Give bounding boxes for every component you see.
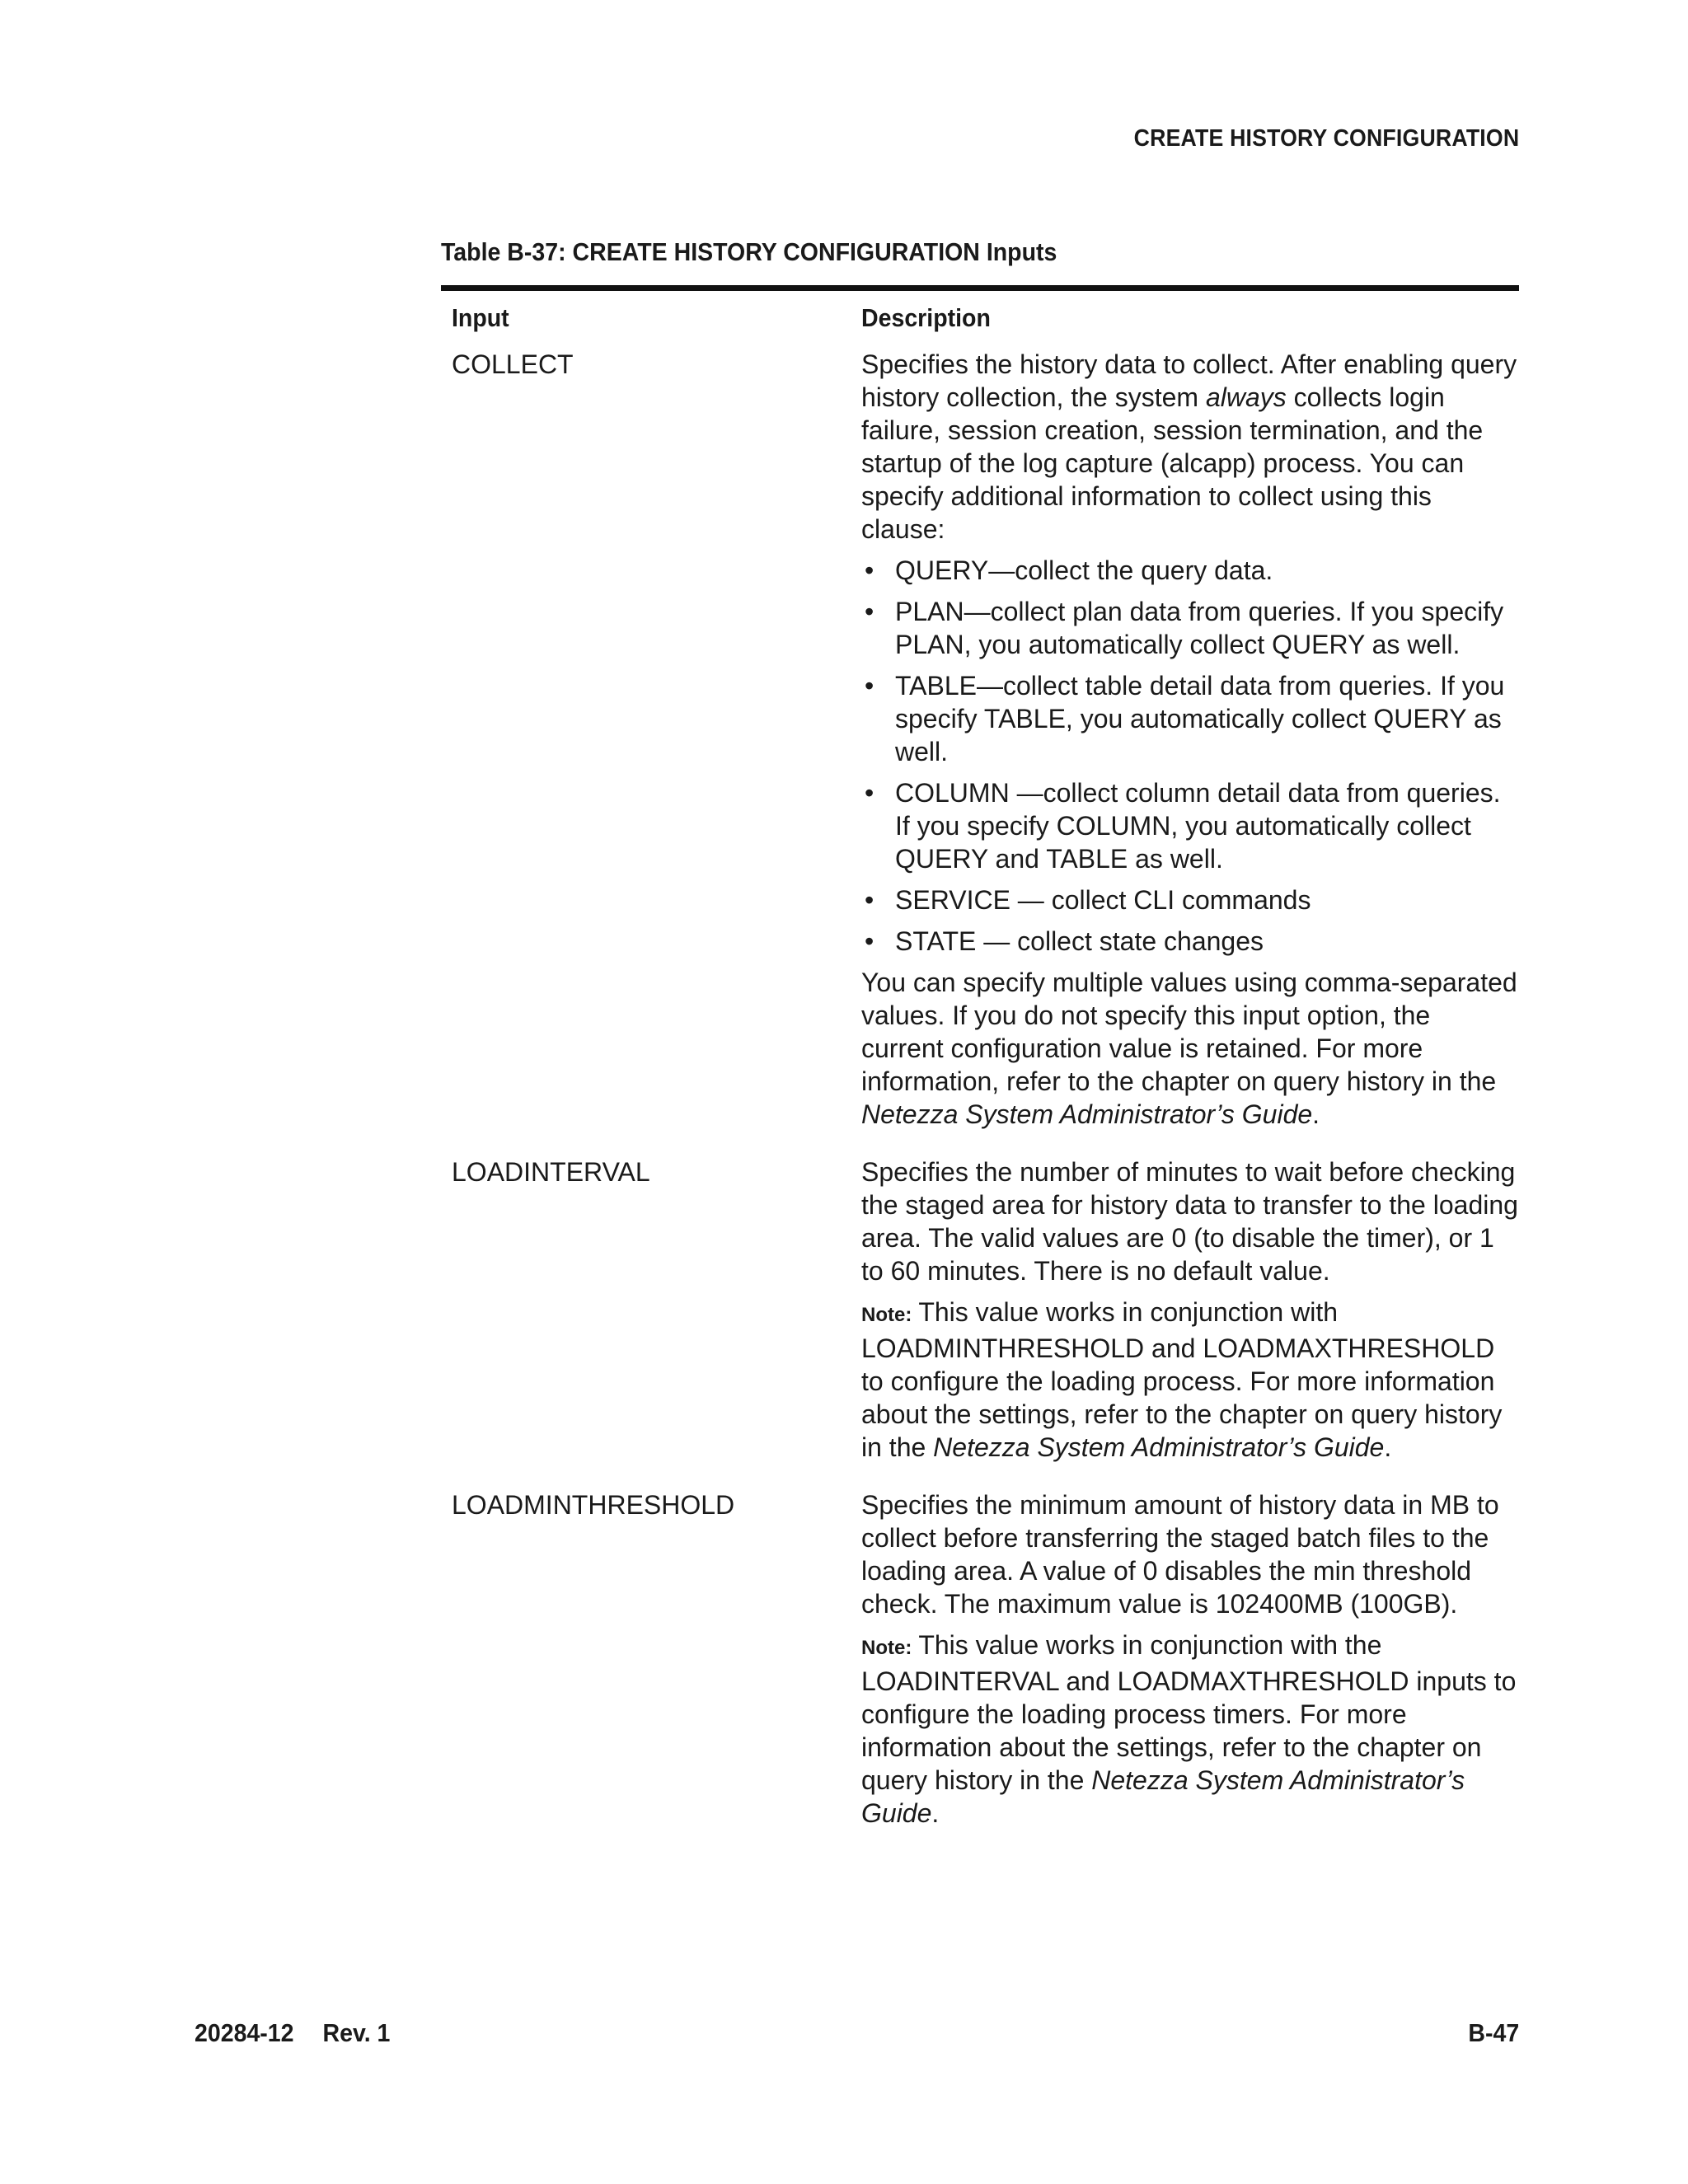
- description-cell: [861, 348, 1519, 1139]
- revision: Rev. 1: [322, 2018, 391, 2047]
- table-caption: Table B-37: CREATE HISTORY CONFIGURATION Inputs: [441, 237, 1057, 266]
- list-item: • STATE — collect state changes: [865, 926, 1264, 956]
- page-number: B-47: [1468, 2018, 1519, 2047]
- input-name: LOADMINTHRESHOLD: [452, 1490, 735, 1520]
- table-top-rule: [441, 285, 1519, 291]
- description-paragraph: You can specify multiple values using comma-separated values. If you do not specify this input option, the current configuration value is retained. For more information, refer to the chapter on query history in the Netezza System Administrator’s Guide.: [861, 968, 1517, 1129]
- running-head: CREATE HISTORY CONFIGURATION: [1133, 125, 1519, 152]
- doc-number: 20284-12: [195, 2018, 294, 2047]
- note-paragraph: Note: This value works in conjunction with the LOADINTERVAL and LOADMAXTHRESHOLD inputs to configure the loading process timers. For more information about the settings, refer to the chapter on query history in the Netezza System Administrator’s Guide.: [861, 1630, 1517, 1828]
- note-label: Note:: [861, 1637, 912, 1659]
- note-paragraph: Note: This value works in conjunction with LOADMINTHRESHOLD and LOADMAXTHRESHOLD to configure the loading process. For more information about the settings, refer to the chapter on query history in the Netezza System Administrator’s Guide.: [861, 1297, 1503, 1462]
- input-name: COLLECT: [452, 349, 574, 379]
- table-row: [441, 348, 1519, 1139]
- inputs-table: [441, 297, 1519, 1838]
- table-row: [441, 1488, 1519, 1838]
- footer-doc-id: [195, 2018, 390, 2048]
- description-cell: [861, 1488, 1519, 1838]
- description-cell: [861, 1155, 1519, 1472]
- note-label: Note:: [861, 1304, 912, 1326]
- list-item: • SERVICE — collect CLI commands: [865, 885, 1311, 915]
- column-header-input: Input: [452, 303, 509, 332]
- column-header-description: Description: [861, 303, 991, 332]
- list-item: • COLUMN —collect column detail data from queries. If you specify COLUMN, you automatically collect QUERY and TABLE as well.: [865, 778, 1501, 874]
- table-header-row: [441, 297, 1519, 340]
- list-item: • TABLE—collect table detail data from queries. If you specify TABLE, you automatically collect QUERY as well.: [865, 671, 1505, 766]
- description-paragraph: Specifies the history data to collect. After enabling query history collection, the system always collects login failure, session creation, session termination, and the startup of the log capture (alcapp) process. You can specify additional information to collect using this clause:: [861, 349, 1517, 544]
- list-item: • QUERY—collect the query data.: [865, 555, 1273, 585]
- list-item: • PLAN—collect plan data from queries. If you specify PLAN, you automatically collect QUERY as well.: [865, 597, 1504, 659]
- input-name: LOADINTERVAL: [452, 1157, 650, 1187]
- table-row: [441, 1155, 1519, 1472]
- description-paragraph: Specifies the number of minutes to wait before checking the staged area for history data to transfer to the loading area. The valid values are 0 (to disable the timer), or 1 to 60 minutes. There is no default value.: [861, 1157, 1518, 1286]
- collect-options-list: [861, 554, 1519, 958]
- description-paragraph: Specifies the minimum amount of history data in MB to collect before transferring the staged batch files to the loading area. A value of 0 disables the min threshold check. The maximum value is 102400MB (100GB).: [861, 1490, 1499, 1619]
